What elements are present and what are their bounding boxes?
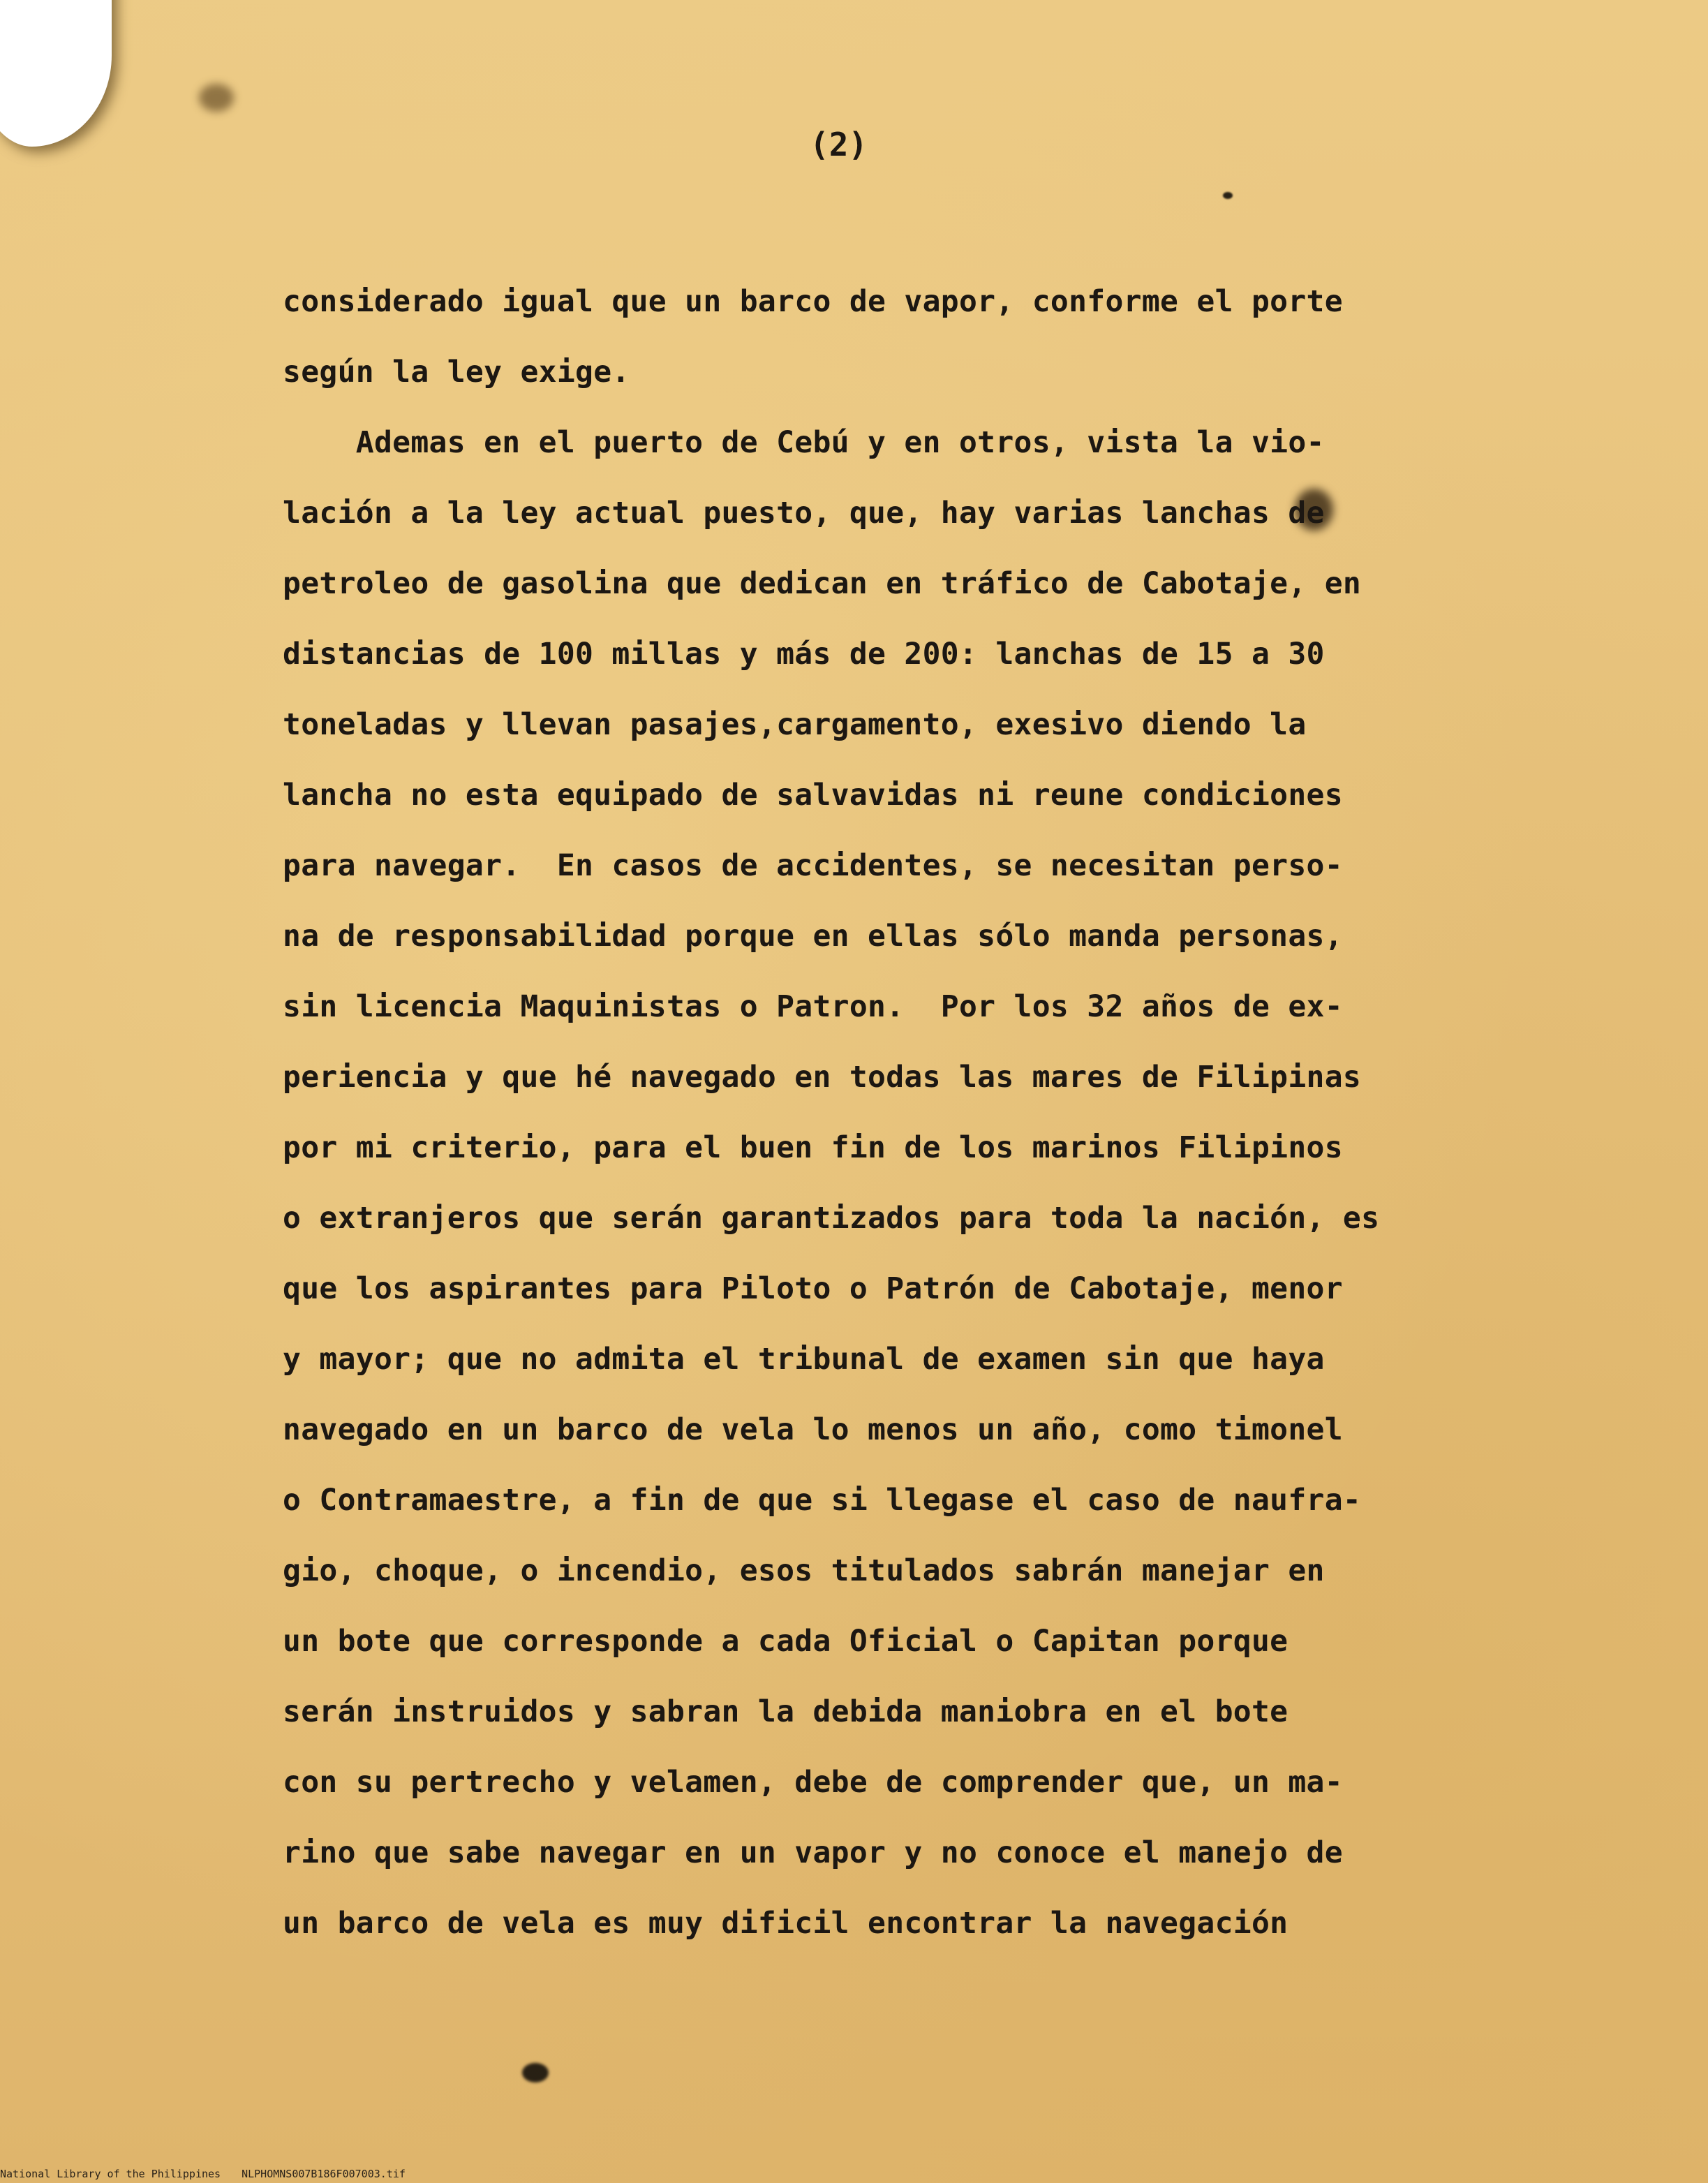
footer-institution: National Library of the Philippines xyxy=(0,2168,221,2180)
text-line: considerado igual que un barco de vapor, conforme el porte xyxy=(283,284,1343,319)
text-line: Ademas en el puerto de Cebú y en otros, vista la vio- xyxy=(283,425,1325,460)
text-line: toneladas y llevan pasajes,cargamento, exesivo diendo la xyxy=(283,707,1307,742)
text-line: un bote que corresponde a cada Oficial o Capitan porque xyxy=(283,1624,1289,1659)
ink-stain xyxy=(522,2063,549,2082)
text-line: que los aspirantes para Piloto o Patrón de Cabotaje, menor xyxy=(283,1271,1343,1306)
text-line: un barco de vela es muy dificil encontrar la navegación xyxy=(283,1906,1289,1941)
torn-corner xyxy=(0,0,112,147)
text-line: sin licencia Maquinistas o Patron. Por los 32 años de ex- xyxy=(283,989,1343,1024)
text-line: según la ley exige. xyxy=(283,355,630,390)
footer-file-id: NLPHOMNS007B186F007003.tif xyxy=(242,2168,406,2180)
text-line: navegado en un barco de vela lo menos un año, como timonel xyxy=(283,1412,1343,1447)
text-line: serán instruidos y sabran la debida maniobra en el bote xyxy=(283,1694,1289,1729)
text-line: distancias de 100 millas y más de 200: lanchas de 15 a 30 xyxy=(283,637,1325,672)
typed-text-body xyxy=(283,267,1560,1959)
text-line: o Contramaestre, a fin de que si llegase el caso de naufra- xyxy=(283,1483,1362,1518)
text-line: o extranjeros que serán garantizados para toda la nación, es xyxy=(283,1201,1380,1236)
text-line: petroleo de gasolina que dedican en tráfico de Cabotaje, en xyxy=(283,566,1362,601)
text-line: rino que sabe navegar en un vapor y no conoce el manejo de xyxy=(283,1835,1343,1870)
text-line: y mayor; que no admita el tribunal de examen sin que haya xyxy=(283,1342,1325,1377)
text-line: lación a la ley actual puesto, que, hay varias lanchas de xyxy=(283,496,1325,531)
text-line: por mi criterio, para el buen fin de los marinos Filipinos xyxy=(283,1130,1343,1165)
text-line: lancha no esta equipado de salvavidas ni reune condiciones xyxy=(283,778,1343,813)
ink-mark xyxy=(1223,192,1233,199)
ink-stain xyxy=(199,84,234,112)
text-line: na de responsabilidad porque en ellas sólo manda personas, xyxy=(283,919,1343,954)
text-line: con su pertrecho y velamen, debe de comprender que, un ma- xyxy=(283,1765,1343,1800)
text-line: para navegar. En casos de accidentes, se necesitan perso- xyxy=(283,848,1343,883)
text-line: periencia y que hé navegado en todas las mares de Filipinas xyxy=(283,1060,1362,1095)
scan-footer xyxy=(0,2168,426,2180)
text-line: gio, choque, o incendio, esos titulados sabrán manejar en xyxy=(283,1553,1325,1588)
page-number: (2) xyxy=(810,126,868,163)
